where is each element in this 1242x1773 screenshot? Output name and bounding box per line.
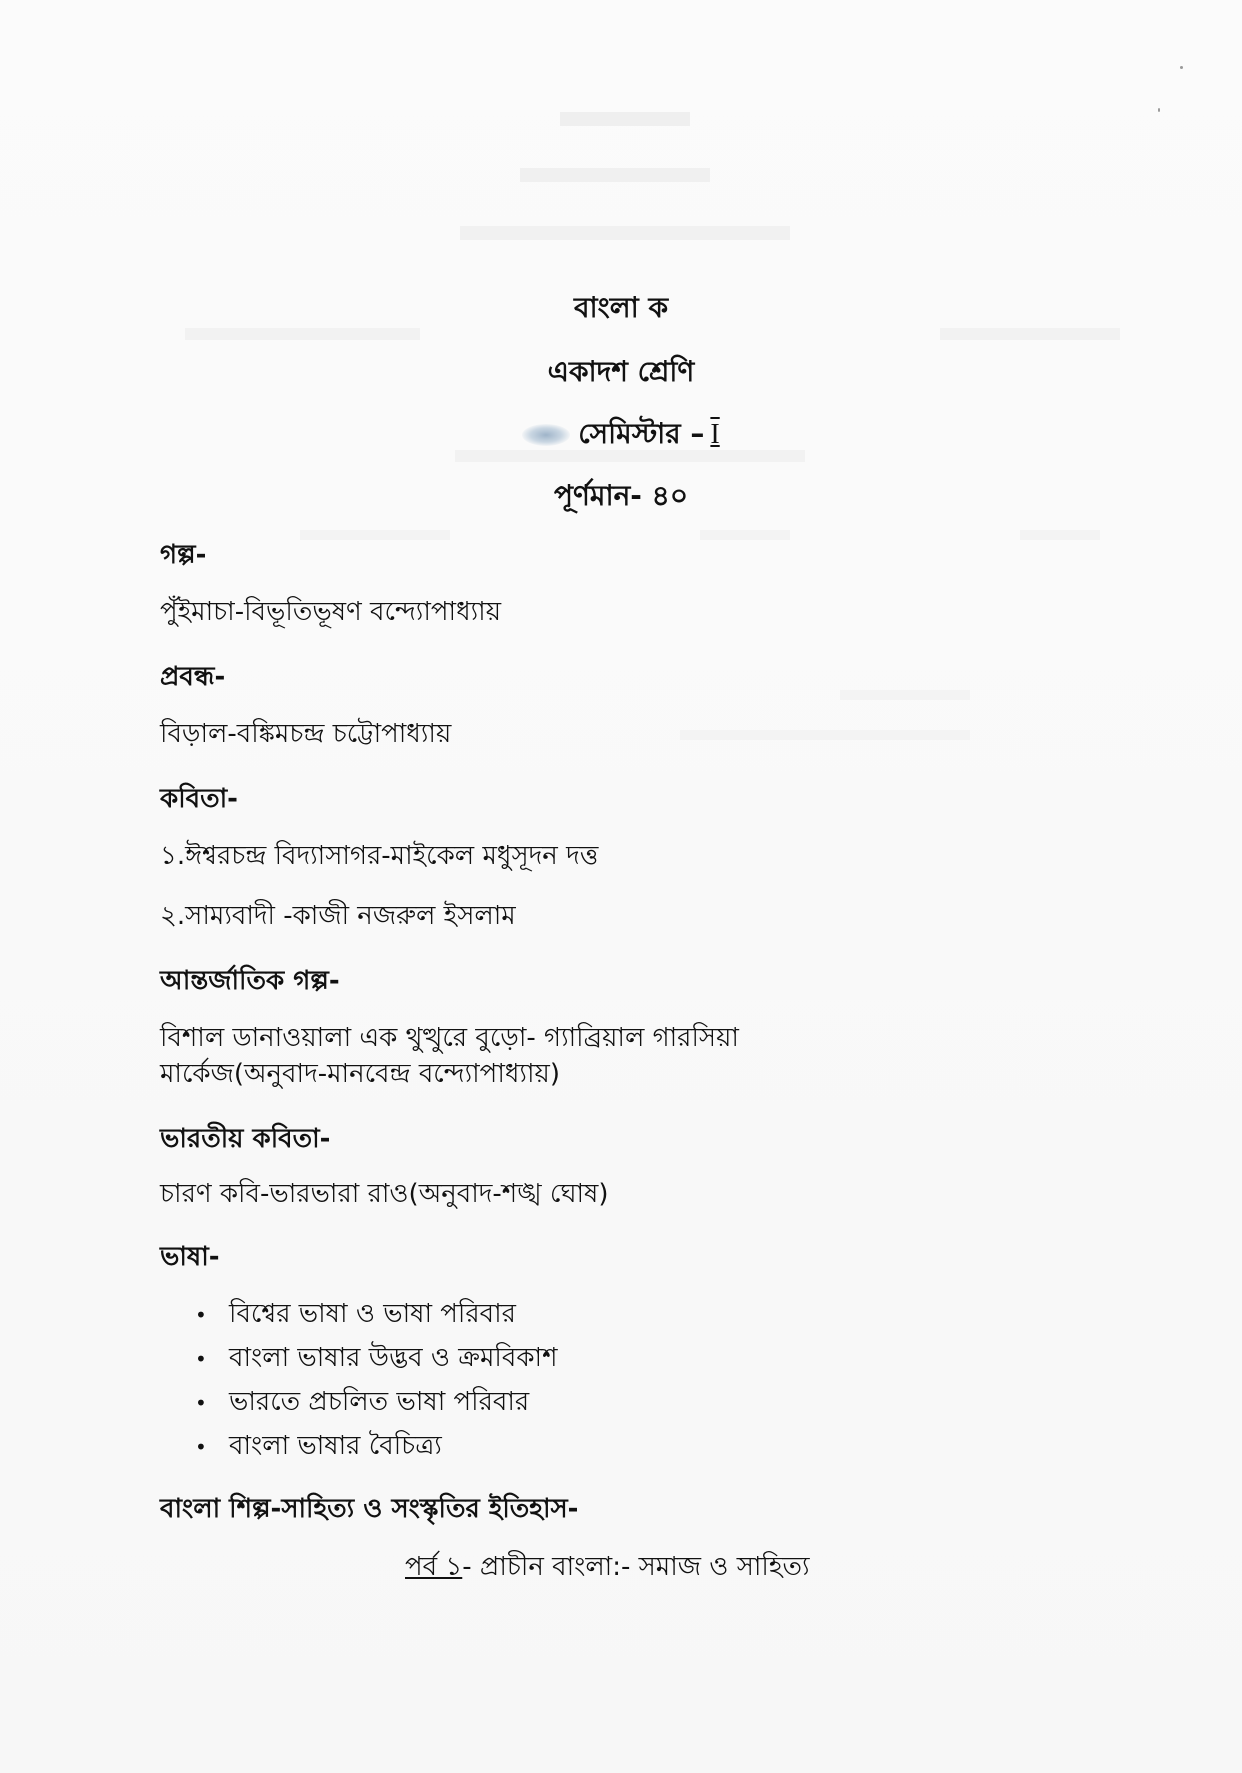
- section-heading-story: গল্প-: [160, 540, 207, 570]
- indian-poem-item: চারণ কবি-ভারভারা রাও(অনুবাদ-শঙ্খ ঘোষ): [160, 1179, 609, 1209]
- scan-speck: [1180, 66, 1183, 69]
- bleed-through-mark: [300, 530, 450, 540]
- bleed-through-mark: [460, 226, 790, 240]
- part-label: পর্ব ১: [405, 1552, 463, 1582]
- list-item: [195, 1380, 557, 1424]
- section-heading-intl-story: আন্তর্জাতিক গল্প-: [160, 966, 340, 996]
- section-heading-essay: প্রবন্ধ-: [160, 662, 226, 692]
- class-title: একাদশ শ্রেণি: [547, 355, 695, 388]
- section-heading-poem: কবিতা-: [160, 784, 238, 814]
- bleed-through-mark: [700, 530, 790, 540]
- section-heading-indian-poem: ভারতীয় কবিতা-: [160, 1124, 331, 1154]
- essay-item: বিড়াল-বঙ্কিমচন্দ্র চট্টোপাধ্যায়: [160, 719, 452, 749]
- list-item: [195, 1336, 557, 1380]
- history-part-line: [405, 1546, 810, 1590]
- smudge-mark: [522, 424, 570, 446]
- bleed-through-mark: [840, 690, 970, 700]
- full-marks: পূর্ণমান- ৪০: [553, 479, 689, 512]
- bleed-through-mark: [560, 112, 690, 126]
- semester-line: [0, 412, 1242, 459]
- bleed-through-mark: [1020, 530, 1100, 540]
- bleed-through-mark: [680, 730, 970, 740]
- scan-speck: [1158, 108, 1160, 112]
- part-text: - প্রাচীন বাংলা:- সমাজ ও সাহিত্য: [462, 1552, 810, 1582]
- intl-story-line-2: মার্কেজ(অনুবাদ-মানবেন্দ্র বন্দ্যোপাধ্যায়): [160, 1059, 560, 1089]
- story-item: পুঁইমাচা-বিভূতিভূষণ বন্দ্যোপাধ্যায়: [160, 597, 502, 627]
- bullet-icon: •: [195, 1435, 207, 1459]
- section-heading-history: বাংলা শিল্প-সাহিত্য ও সংস্কৃতির ইতিহাস-: [160, 1494, 579, 1524]
- subject-title: বাংলা ক: [573, 291, 669, 324]
- intl-story-line-1: বিশাল ডানাওয়ালা এক থুত্থুরে বুড়ো- গ্যাব্রিয়াল গারসিয়া: [160, 1023, 739, 1053]
- poem-item: ১.ঈশ্বরচন্দ্র বিদ্যাসাগর-মাইকেল মধুসূদন দত্ত: [160, 841, 599, 871]
- list-item: [195, 1292, 557, 1336]
- semester-number: I: [710, 419, 720, 450]
- bullet-icon: •: [195, 1391, 207, 1415]
- bleed-through-mark: [520, 168, 710, 182]
- semester-label: সেমিস্টার –: [578, 417, 705, 450]
- list-item-text: বাংলা ভাষার বৈচিত্র্য: [229, 1431, 442, 1461]
- list-item-text: ভারতে প্রচলিত ভাষা পরিবার: [229, 1387, 530, 1417]
- language-topic-list: [195, 1292, 557, 1468]
- bullet-icon: •: [195, 1347, 207, 1371]
- bullet-icon: •: [195, 1303, 207, 1327]
- poem-item: ২.সাম্যবাদী -কাজী নজরুল ইসলাম: [160, 901, 516, 931]
- list-item: [195, 1424, 557, 1468]
- list-item-text: বিশ্বের ভাষা ও ভাষা পরিবার: [229, 1299, 516, 1329]
- section-heading-language: ভাষা-: [160, 1242, 220, 1272]
- list-item-text: বাংলা ভাষার উদ্ভব ও ক্রমবিকাশ: [229, 1343, 558, 1373]
